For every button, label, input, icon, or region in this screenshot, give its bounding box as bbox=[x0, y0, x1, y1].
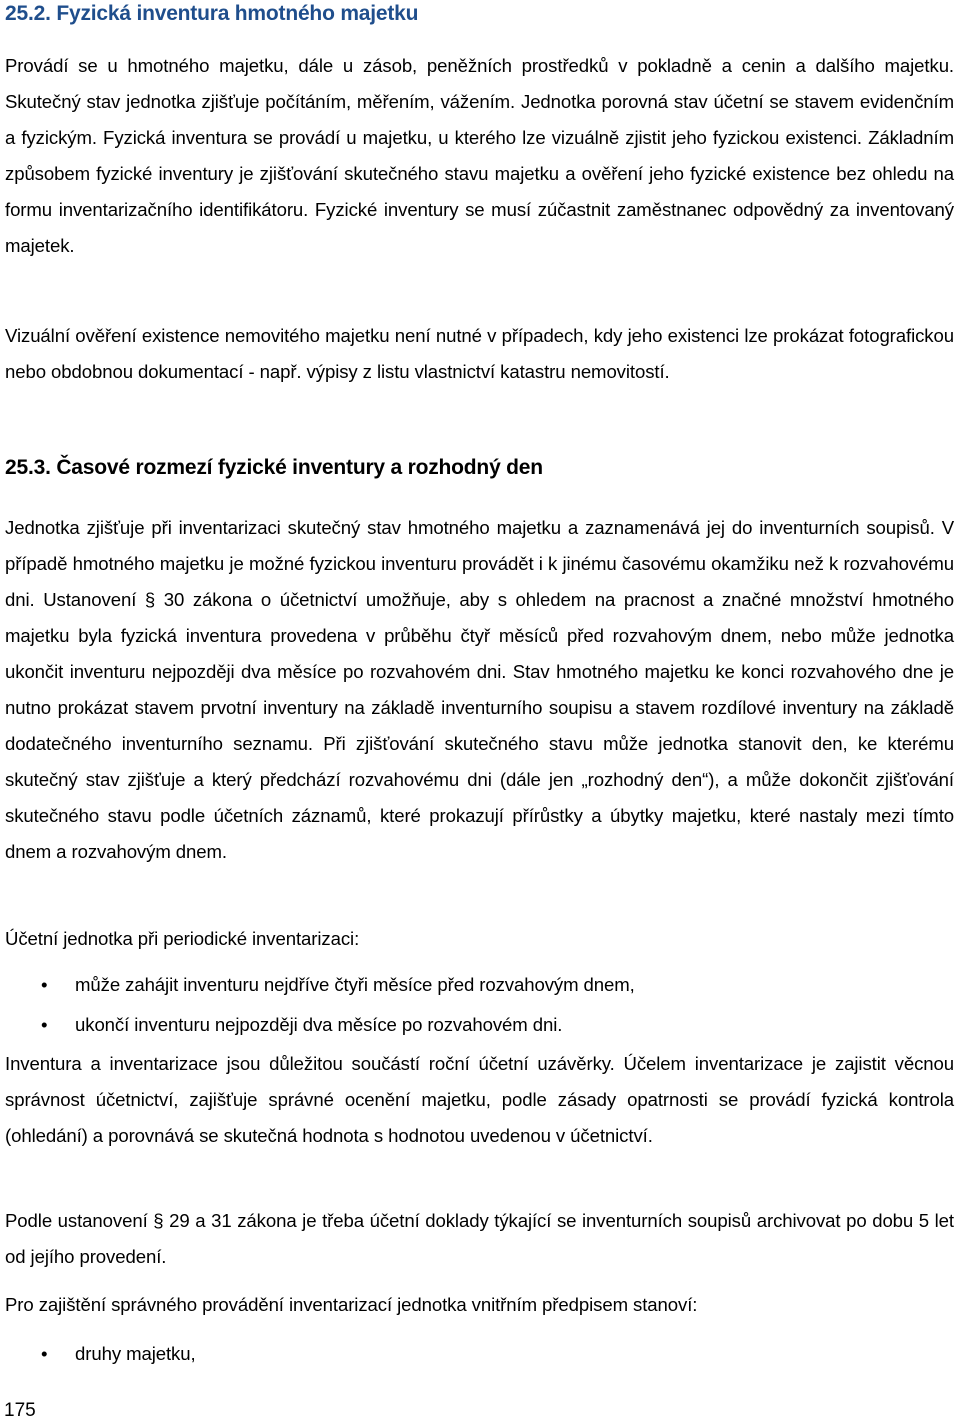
periodic-inventory-list bbox=[5, 967, 954, 1043]
internal-regulation-intro: Pro zajištění správného provádění inventarizací jednotka vnitřním předpisem stanoví: bbox=[5, 1294, 698, 1315]
paragraph-physical-inventory: Provádí se u hmotného majetku, dále u zásob, peněžních prostředků v pokladně a cenin a dalšího majetku. Skutečný stav jednotka zjišťuje počítáním, měřením, vážením. Jednotka porovná stav účetní se stavem evidenčním a fyzickým. Fyzická inventura se provádí u majetku, u kterého lze vizuálně zjistit jeho fyzickou existenci. Základním způsobem fyzické inventury je zjišťování skutečného stavu majetku a ověření jeho fyzické existence bez ohledu na formu inventarizačního identifikátoru. Fyzické inventury se musí zúčastnit zaměstnanec odpovědný za inventovaný majetek. bbox=[5, 55, 954, 256]
periodic-inventory-intro: Účetní jednotka při periodické inventarizaci: bbox=[5, 928, 360, 949]
internal-regulation-list bbox=[5, 1336, 954, 1372]
section-heading-25-2: 25.2. Fyzická inventura hmotného majetku bbox=[5, 2, 419, 25]
list-item: • ukončí inventuru nejpozději dva měsíce po rozvahovém dni. bbox=[5, 1007, 954, 1043]
list-item: • může zahájit inventuru nejdříve čtyři měsíce před rozvahovým dnem, bbox=[5, 967, 954, 1003]
section-heading-25-3: 25.3. Časové rozmezí fyzické inventury a rozhodný den bbox=[5, 456, 543, 479]
page-number: 175 bbox=[4, 1400, 36, 1421]
paragraph-visual-verification: Vizuální ověření existence nemovitého majetku není nutné v případech, kdy jeho existenci lze prokázat fotografickou nebo obdobnou dokumentací - např. výpisy z listu vlastnictví katastru nemovitostí. bbox=[5, 325, 954, 382]
paragraph-archiving: Podle ustanovení § 29 a 31 zákona je třeba účetní doklady týkající se inventurních soupisů archivovat po dobu 5 let od jejího provedení. bbox=[5, 1210, 954, 1267]
list-item: • druhy majetku, bbox=[5, 1336, 954, 1372]
paragraph-time-frame: Jednotka zjišťuje při inventarizaci skutečný stav hmotného majetku a zaznamenává jej do inventurních soupisů. V případě hmotného majetku je možné fyzickou inventuru provádět i k jinému časovému okamžiku než k rozvahovému dni. Ustanovení § 30 zákona o účetnictví umožňuje, aby s ohledem na pracnost a značné množství hmotného majetku byla fyzická inventura provedena v průběhu čtyř měsíců před rozvahovým dnem, nebo může jednotka ukončit inventuru nejpozději dva měsíce po rozvahovém dni. Stav hmotného majetku ke konci rozvahového dne je nutno prokázat stavem prvotní inventury na základě inventurního soupisu a stavem rozdílové inventury na základě dodatečného inventurního seznamu. Při zjišťování skutečného stavu může jednotka stanovit den, ke kterému skutečný stav zjišťuje a který předchází rozvahovému dni (dále jen „rozhodný den“), a může dokončit zjišťování skutečného stavu podle účetních záznamů, které prokazují přírůstky a úbytky majetku, které nastaly mezi tímto dnem a rozvahovým dnem. bbox=[5, 517, 954, 862]
paragraph-inventory-purpose: Inventura a inventarizace jsou důležitou součástí roční účetní uzávěrky. Účelem inventarizace je zajistit věcnou správnost účetnictví, zajišťuje správné ocenění majetku, podle zásady opatrnosti se provádí fyzická kontrola (ohledání) a porovnává se skutečná hodnota s hodnotou uvedenou v účetnictví. bbox=[5, 1053, 954, 1146]
